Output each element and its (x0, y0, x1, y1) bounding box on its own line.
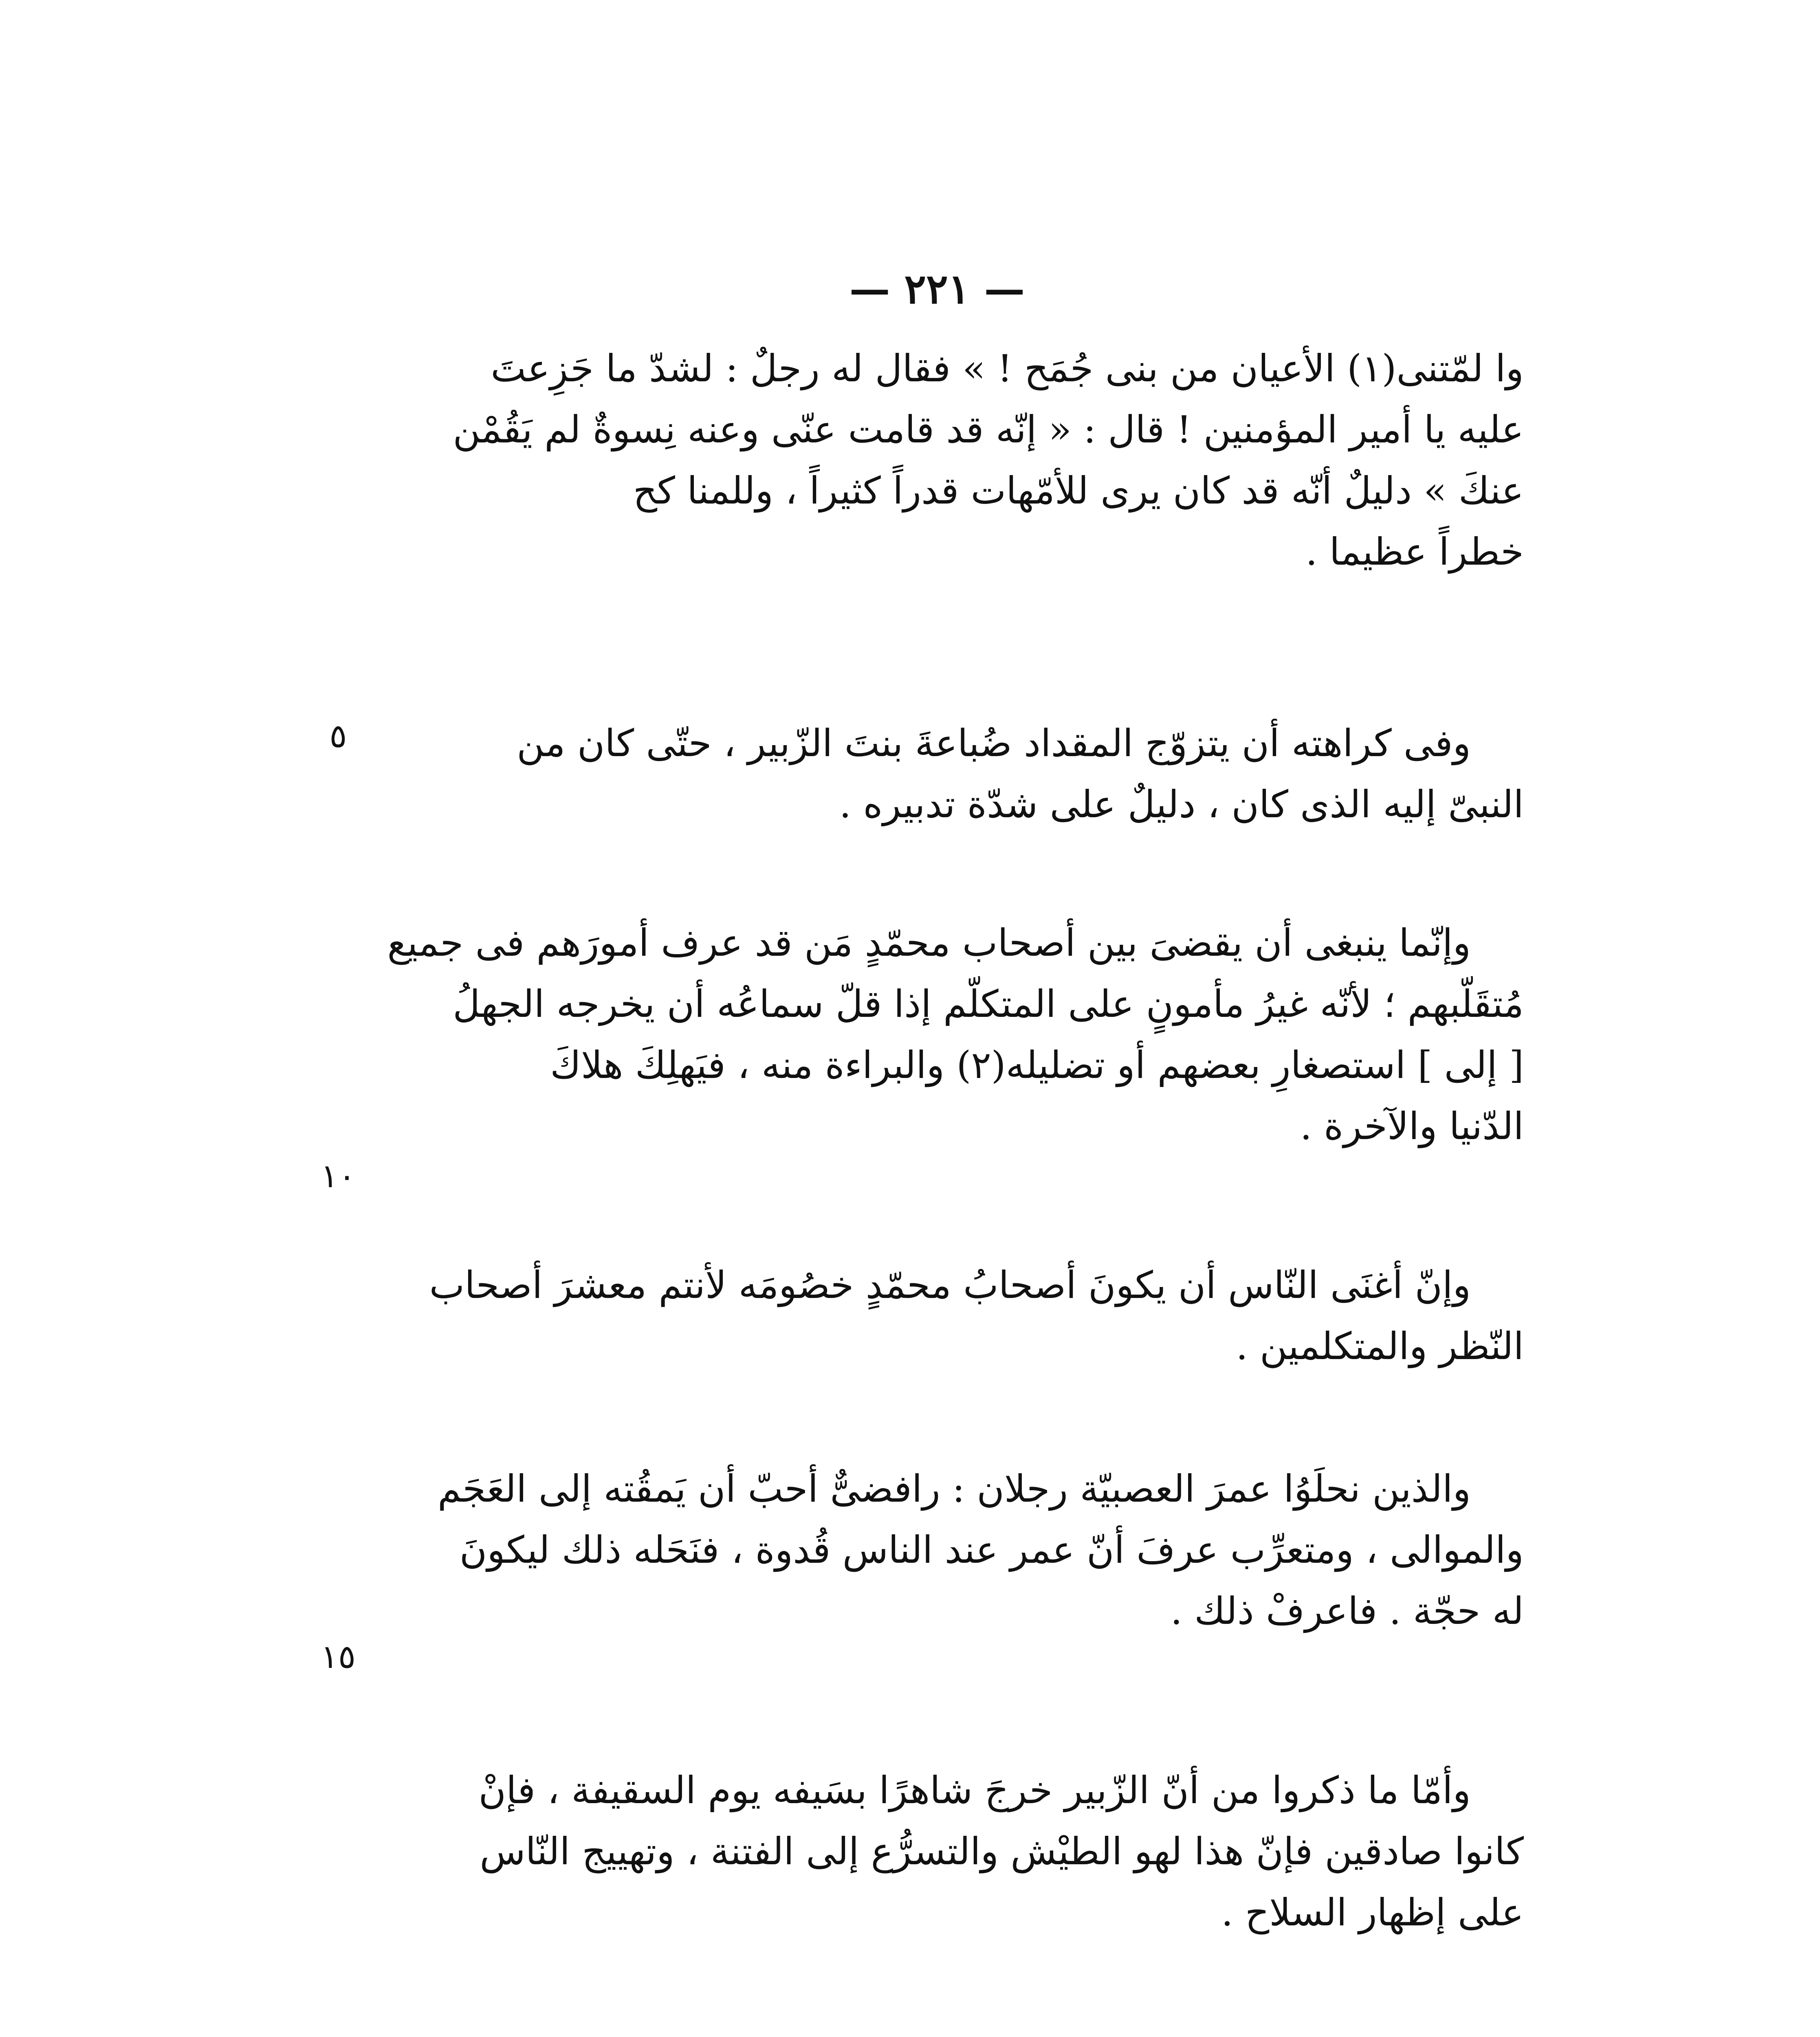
paragraph-1 (387, 338, 1524, 583)
paragraph-line: وفى كراهته أن يتزوّج المقداد ضُباعةَ بنتَ الزّبير ، حتّى كان من (517, 722, 1471, 765)
paragraph-4 (387, 1255, 1524, 1377)
paragraph-line: على إظهار السلاح . (1221, 1891, 1524, 1934)
line-number-10: ١٠ (321, 1157, 356, 1195)
paragraph-line: النّظر والمتكلمين . (1236, 1324, 1524, 1368)
paragraph-line: له حجّة . فاعرفْ ذلك . (1170, 1589, 1524, 1633)
paragraph-line: النبىّ إليه الذى كان ، دليلٌ على شدّة تدبيره . (839, 783, 1524, 826)
paragraph-line: والذين نحلَوُا عمرَ العصبيّة رجلان : رافضىٌّ أحبّ أن يَمقُته إلى العَجَم (438, 1467, 1471, 1511)
paragraph-line: وإنّ أغنَى النّاس أن يكونَ أصحابُ محمّدٍ خصُومَه لأنتم معشرَ أصحاب (429, 1263, 1471, 1307)
paragraph-line: عليه يا أمير المؤمنين ! قال : « إنّه قد قامت عنّى وعنه نِسوةٌ لم يَقُمْن (453, 408, 1524, 451)
line-number-15: ١٥ (321, 1638, 356, 1676)
paragraph-line: عنكَ » دليلٌ أنّه قد كان يرى للأمّهات قدراً كثيراً ، وللمنا كح (633, 469, 1524, 513)
paragraph-line: الدّنيا والآخرة . (1300, 1104, 1524, 1148)
paragraph-line: كانوا صادقين فإنّ هذا لهو الطيْش والتسرُّع إلى الفتنة ، وتهييج النّاس (480, 1830, 1524, 1873)
paragraph-line: وا لمّتنى(١) الأعيان من بنى جُمَح ! » فقال له رجلٌ : لشدّ ما جَزِعتَ (491, 347, 1524, 390)
paragraph-5 (387, 1458, 1524, 1642)
paragraph-line: مُتقَلّبهم ؛ لأنّه غيرُ مأمونٍ على المتكلّم إذا قلّ سماعُه أن يخرجه الجهلُ (453, 982, 1524, 1026)
paragraph-2 (387, 713, 1524, 835)
paragraph-line: [ إلى ] استصغارِ بعضهم أو تضليله(٢) والبراءة منه ، فيَهلِكَ هلاكَ (550, 1043, 1524, 1087)
paragraph-6 (387, 1760, 1524, 1943)
paragraph-line: والموالى ، ومتعرِّب عرفَ أنّ عمر عند الناس قُدوة ، فنَحَله ذلك ليكونَ (459, 1528, 1524, 1572)
paragraph-3 (387, 913, 1524, 1157)
paragraph-line: وأمّا ما ذكروا من أنّ الزّبير خرجَ شاهرًا بسَيفه يوم السقيفة ، فإنْ (478, 1769, 1471, 1812)
paragraph-line: خطراً عظيما . (1305, 530, 1524, 574)
line-number-5: ٥ (329, 717, 347, 755)
paragraph-line: وإنّما ينبغى أن يقضىَ بين أصحاب محمّدٍ مَن قد عرف أمورَهم فى جميع (387, 921, 1471, 965)
page-number: — ٢٢١ — (849, 265, 1025, 313)
